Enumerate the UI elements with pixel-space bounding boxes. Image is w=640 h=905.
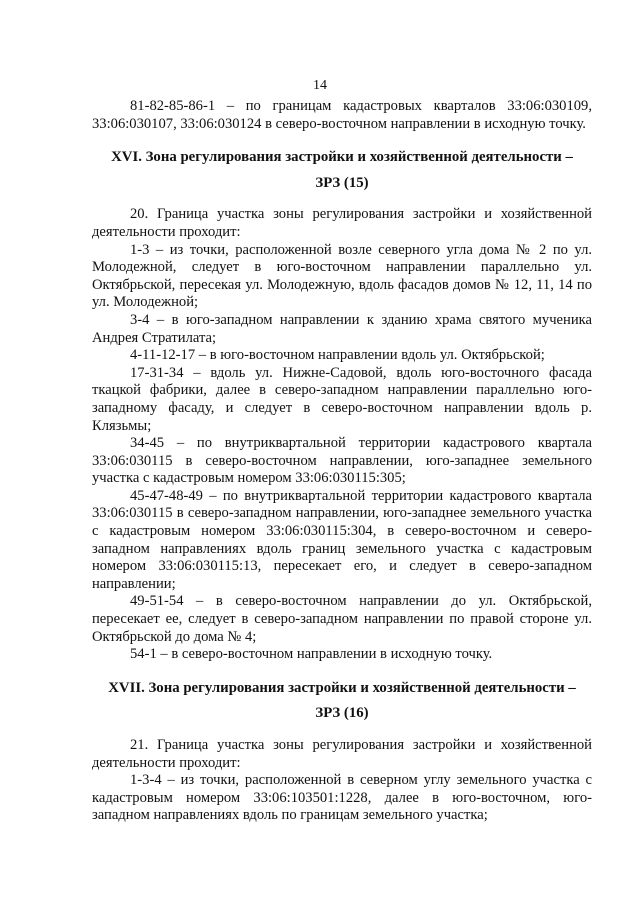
boundary-segment: 54-1 – в северо-восточном направлении в исходную точку. xyxy=(130,646,493,663)
boundary-segment: 4-11-12-17 – в юго-восточном направлении вдоль ул. Октябрьской; xyxy=(130,347,545,364)
paragraph-closing-previous: 81-82-85-86-1 – по границам кадастровых кварталов 33:06:030109, 33:06:030107, 33:06:030124 в северо-восточном направлении в исходную точку. xyxy=(92,98,592,132)
boundary-segment: 45-47-48-49 – по внутриквартальной территории кадастрового квартала 33:06:030115 в северо-западном направлении, юго-западнее земельного участка с кадастровым номером 33:06:030115:304, в северо-восточном и северо-западном направлениях вдоль границ земельного участка с кадастровым номером 33:06:030115:13, пересекает его, и следует в северо-западном направлении; xyxy=(92,487,592,592)
boundary-segment: 1-3-4 – из точки, расположенной в северном углу земельного участка с кадастровым номером 33:06:103501:1228, далее в юго-восточном, юго-западном направлениях вдоль по границам земельного участка; xyxy=(92,772,592,824)
boundary-segment: 3-4 – в юго-западном направлении к зданию храма святого мученика Андрея Стратилата; xyxy=(92,311,592,346)
boundary-segment: 1-3 – из точки, расположенной возле северного угла дома № 2 по ул. Молодежной, следует в юго-восточном направлении параллельно ул. Октябрьской, пересекая ул. Молодежную, вдоль фасадов домов № 12, 11, 14 по ул. Молодежной; xyxy=(92,241,592,311)
section-heading-xvi: XVI. Зона регулирования застройки и хозяйственной деятельности – xyxy=(111,149,573,166)
section-heading-xvii: XVII. Зона регулирования застройки и хозяйственной деятельности – xyxy=(108,679,576,696)
boundary-segment: 34-45 – по внутриквартальной территории кадастрового квартала 33:06:030115 в северо-восточном направлении, юго-западнее земельного участка с кадастровым номером 33:06:030115:305; xyxy=(92,435,592,487)
page-number: 14 xyxy=(313,78,327,93)
document-body xyxy=(92,98,592,825)
section-heading-xvi-zone: ЗРЗ (15) xyxy=(315,174,369,191)
boundary-segment: 17-31-34 – вдоль ул. Нижне-Садовой, вдоль юго-восточного фасада ткацкой фабрики, далее в северо-западном направлении параллельно юго-западному фасаду, и следует в северо-восточном направлении вдоль р. Клязьмы; xyxy=(92,364,592,434)
paragraph-item-20: 20. Граница участка зоны регулирования застройки и хозяйственной деятельности проходит: xyxy=(92,206,592,240)
paragraph-item-21: 21. Граница участка зоны регулирования застройки и хозяйственной деятельности проходит: xyxy=(92,737,592,771)
boundary-segment: 49-51-54 – в северо-восточном направлении до ул. Октябрьской, пересекает ее, следует в северо-западном направлении по правой стороне ул. Октябрьской до дома № 4; xyxy=(92,593,592,645)
section-heading-xvii-zone: ЗРЗ (16) xyxy=(315,705,369,722)
